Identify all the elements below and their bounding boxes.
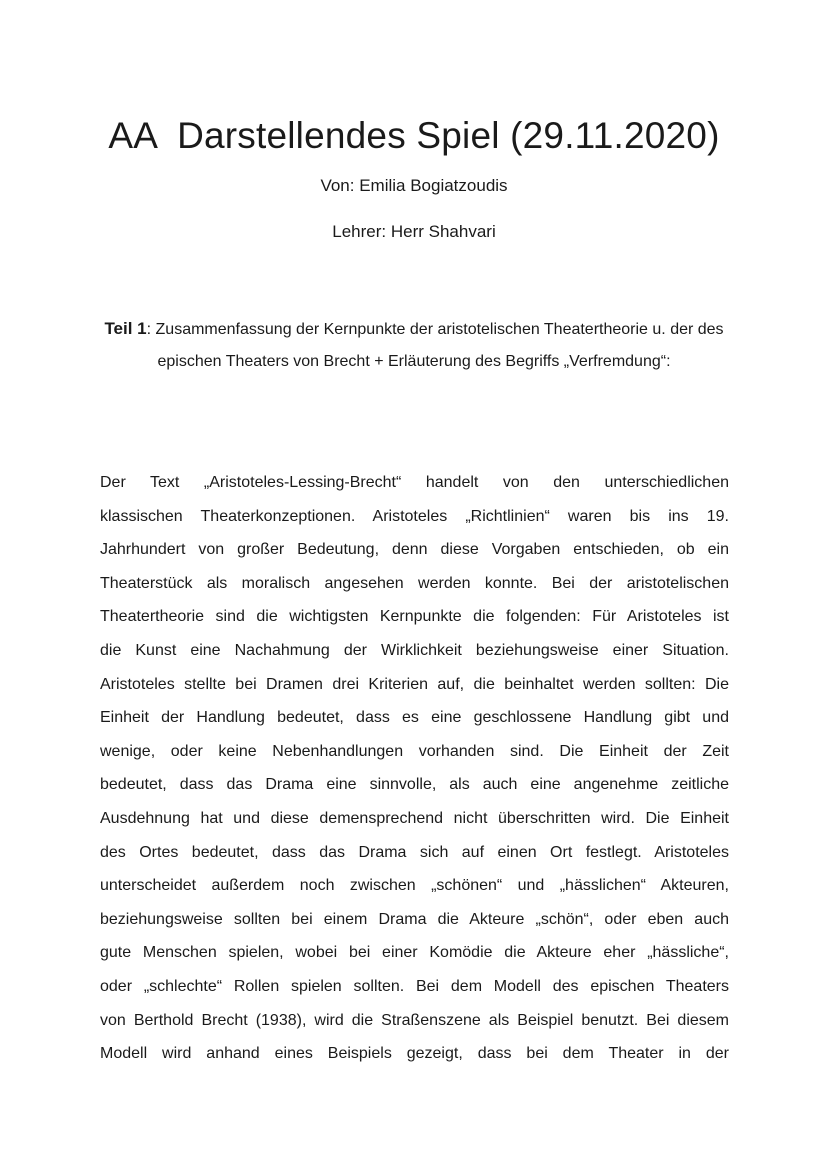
document-title: AA Darstellendes Spiel (29.11.2020) [108,115,720,156]
body-line: klassischen Theaterkonzeptionen. Aristoteles „Richtlinien“ waren bis ins 19. [100,507,729,525]
teacher-line: Lehrer: Herr Shahvari [332,222,496,241]
body-line: Ausdehnung hat und diese demensprechend nicht überschritten wird. Die Einheit [100,809,729,827]
section-label: Teil 1 [104,319,147,338]
body-line: Theatertheorie sind die wichtigsten Kernpunkte die folgenden: Für Aristoteles ist [100,608,729,626]
body-line: beziehungsweise sollten bei einem Drama die Akteure „schön“, oder eben auch [100,910,729,928]
body-line: unterscheidet außerdem noch zwischen „schönen“ und „hässlichen“ Akteuren, [100,877,729,895]
body-line: gute Menschen spielen, wobei bei einer Komödie die Akteure eher „hässliche“, [100,944,729,962]
section-heading-text: : Zusammenfassung der Kernpunkte der aristotelischen Theatertheorie u. der des epischen Theaters von Brecht + Erläuterung des Begriffs „Verfremdung“: [146,321,724,370]
body-line: Der Text „Aristoteles-Lessing-Brecht“ handelt von den unterschiedlichen [100,474,729,491]
body-paragraph [100,466,729,1071]
body-line: Modell wird anhand eines Beispiels gezeigt, dass bei dem Theater in der [100,1045,729,1063]
body-line: Theaterstück als moralisch angesehen werden konnte. Bei der aristotelischen [100,574,729,592]
section-heading [100,313,728,378]
body-line: wenige, oder keine Nebenhandlungen vorhanden sind. Die Einheit der Zeit [100,742,729,760]
body-line: Aristoteles stellte bei Dramen drei Kriterien auf, die beinhaltet werden sollten: Die [100,675,729,693]
author-line: Von: Emilia Bogiatzoudis [320,176,508,195]
body-line: oder „schlechte“ Rollen spielen sollten. Bei dem Modell des epischen Theaters [100,977,729,995]
body-line: des Ortes bedeutet, dass das Drama sich auf einen Ort festlegt. Aristoteles [100,843,729,861]
body-line: bedeutet, dass das Drama eine sinnvolle, als auch eine angenehme zeitliche [100,776,729,794]
body-line: Jahrhundert von großer Bedeutung, denn diese Vorgaben entschieden, ob ein [100,541,729,559]
body-line: die Kunst eine Nachahmung der Wirklichkeit beziehungsweise einer Situation. [100,641,729,659]
body-line: Einheit der Handlung bedeutet, dass es eine geschlossene Handlung gibt und [100,709,729,727]
body-line: von Berthold Brecht (1938), wird die Straßenszene als Beispiel benutzt. Bei diesem [100,1011,729,1029]
